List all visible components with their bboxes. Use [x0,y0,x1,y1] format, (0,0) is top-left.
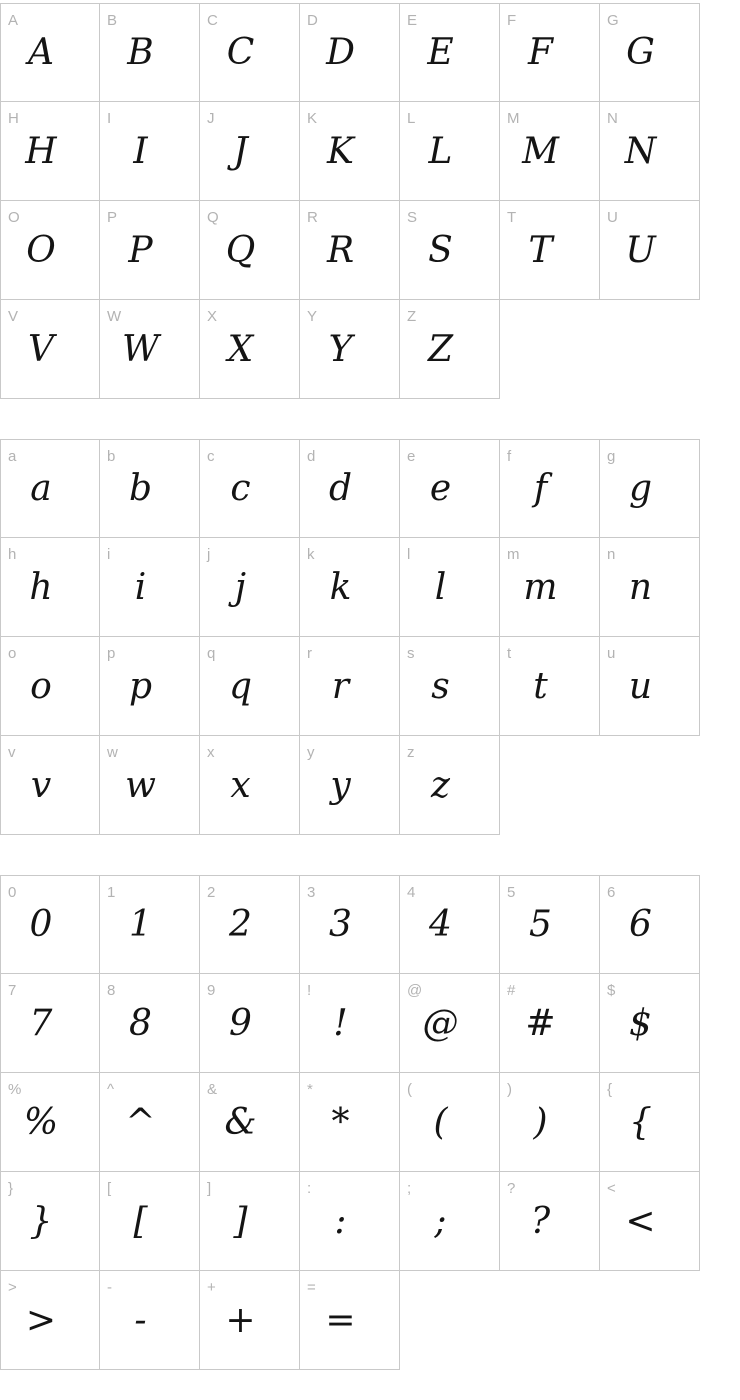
glyph-cell [100,637,200,736]
cell-glyph: > [25,1299,57,1341]
cell-glyph: 5 [529,904,552,945]
cell-glyph: I [133,130,148,172]
cell-glyph: g [628,468,653,509]
cell-label: c [207,448,215,465]
glyph-cell [600,201,700,300]
cell-glyph: { [629,1101,652,1143]
glyph-cell [300,1271,400,1370]
cell-glyph: M [522,130,559,172]
cell-label: Y [307,308,318,325]
cell-label: E [407,12,418,29]
cell-label: < [607,1180,616,1197]
cell-glyph: N [624,130,657,172]
cell-label: 1 [107,884,116,901]
cell-glyph: Y [328,328,353,370]
glyph-cell [0,1271,100,1370]
glyph-cell [200,300,300,399]
cell-glyph: B [127,32,154,73]
glyph-cell [600,3,700,102]
glyph-cell [200,439,300,538]
glyph-cell [100,1172,200,1271]
cell-glyph: } [29,1200,53,1242]
cell-label: u [607,645,616,662]
cell-glyph: t [533,665,548,707]
cell-glyph: n [628,566,653,608]
cell-label: M [507,110,520,127]
cell-glyph: * [331,1101,350,1143]
glyph-grid-uppercase-letters [0,3,701,399]
cell-label: 7 [8,982,17,999]
cell-glyph: c [230,468,251,509]
cell-glyph: ) [533,1101,548,1143]
glyph-row [0,1172,701,1271]
glyph-cell [200,875,300,974]
cell-label: k [307,546,315,563]
glyph-cell [600,1073,700,1172]
cell-glyph: O [26,229,56,271]
cell-glyph: x [230,764,251,806]
cell-label: r [307,645,312,662]
cell-glyph: K [327,130,354,172]
cell-glyph: X [227,328,254,370]
glyph-row [0,875,701,974]
cell-label: ; [407,1180,412,1197]
glyph-cell [0,1172,100,1271]
cell-glyph: ; [434,1200,447,1242]
glyph-row [0,974,701,1073]
glyph-cell [400,439,500,538]
glyph-cell [400,875,500,974]
cell-glyph: 2 [229,904,252,945]
cell-label: I [107,110,112,127]
glyph-cell [100,439,200,538]
glyph-grid-digits-and-symbols [0,875,701,1370]
cell-glyph: k [329,566,352,608]
cell-label: T [507,209,517,226]
cell-glyph: W [121,328,159,370]
glyph-cell [500,3,600,102]
glyph-cell [200,3,300,102]
glyph-cell [100,736,200,835]
cell-label: # [507,982,516,999]
glyph-cell [100,201,200,300]
glyph-cell [600,538,700,637]
glyph-row [0,1271,701,1370]
glyph-cell [500,637,600,736]
cell-label: & [207,1081,218,1098]
cell-label: A [8,12,19,29]
glyph-cell [0,439,100,538]
cell-glyph: ] [233,1200,248,1242]
cell-glyph: = [325,1299,356,1341]
glyph-cell [500,439,600,538]
glyph-cell [200,538,300,637]
cell-label: U [607,209,618,226]
cell-label: ^ [107,1081,115,1098]
glyph-cell [200,1271,300,1370]
cell-glyph: y [330,764,351,806]
glyph-cell [200,637,300,736]
cell-label: + [207,1279,216,1296]
glyph-cell [300,1073,400,1172]
cell-glyph: < [625,1200,656,1242]
glyph-cell [500,538,600,637]
cell-label: P [107,209,118,226]
glyph-cell [100,1271,200,1370]
cell-glyph: D [326,32,355,73]
glyph-grid-lowercase-letters [0,439,701,835]
cell-label: f [507,448,512,465]
cell-label: Q [207,209,219,226]
cell-label: ? [507,1180,516,1197]
glyph-cell [0,875,100,974]
cell-glyph: [ [133,1200,148,1242]
cell-glyph: G [626,32,655,73]
cell-label: a [8,448,17,465]
glyph-cell [200,736,300,835]
glyph-row [0,439,701,538]
glyph-row [0,736,701,835]
glyph-row [0,300,701,399]
cell-glyph: ! [333,1002,348,1044]
glyph-cell [500,875,600,974]
glyph-cell [400,637,500,736]
glyph-row [0,102,701,201]
cell-glyph: v [30,764,52,806]
glyph-cell [600,439,700,538]
cell-label: V [8,308,19,325]
cell-glyph: 6 [629,904,652,945]
glyph-cell [400,736,500,835]
cell-glyph: i [134,566,147,608]
cell-label: W [107,308,122,325]
cell-glyph: 0 [29,904,53,945]
cell-label: 5 [507,884,516,901]
cell-glyph: ^ [125,1101,156,1143]
cell-label: w [107,744,118,761]
cell-glyph: l [434,566,447,608]
cell-label: 2 [207,884,216,901]
cell-glyph: R [326,229,355,271]
glyph-cell [600,974,700,1073]
cell-glyph: r [331,665,350,707]
glyph-cell [200,201,300,300]
cell-label: 8 [107,982,116,999]
glyph-cell [600,1172,700,1271]
cell-glyph: 9 [229,1002,252,1044]
glyph-cell [400,1073,500,1172]
glyph-cell [100,3,200,102]
cell-glyph: u [628,665,653,707]
glyph-cell [300,102,400,201]
cell-glyph: f [533,468,548,509]
cell-label: J [207,110,215,127]
cell-label: 3 [307,884,316,901]
cell-label: j [207,546,211,563]
glyph-cell [0,3,100,102]
glyph-cell [300,974,400,1073]
cell-label: K [307,110,318,127]
cell-label: ! [307,982,312,999]
cell-label: O [8,209,20,226]
cell-glyph: H [25,130,57,172]
cell-glyph: Z [427,328,453,370]
glyph-cell [0,201,100,300]
glyph-cell [100,300,200,399]
cell-label: h [8,546,17,563]
glyph-cell [100,974,200,1073]
cell-label: 9 [207,982,216,999]
cell-label: % [8,1081,22,1098]
cell-glyph: # [525,1002,556,1044]
glyph-cell [200,102,300,201]
cell-label: F [507,12,517,29]
cell-glyph: S [428,229,453,271]
cell-glyph: ? [530,1200,551,1242]
cell-label: X [207,308,218,325]
glyph-cell [0,1073,100,1172]
cell-label: * [307,1081,313,1098]
glyph-cell [200,974,300,1073]
cell-label: t [507,645,512,662]
cell-label: N [607,110,618,127]
cell-glyph: s [431,665,450,707]
glyph-cell [200,1172,300,1271]
cell-glyph: L [428,130,453,172]
cell-label: Z [407,308,417,325]
cell-label: e [407,448,416,465]
glyph-cell [500,974,600,1073]
cell-glyph: P [128,229,153,271]
cell-label: 6 [607,884,616,901]
cell-glyph: & [224,1101,257,1143]
cell-glyph: Q [225,229,256,271]
cell-label: ] [207,1180,212,1197]
cell-glyph: T [528,229,553,271]
cell-label: S [407,209,418,226]
cell-glyph: C [226,32,255,73]
cell-label: : [307,1180,312,1197]
cell-label: { [607,1081,613,1098]
cell-glyph: w [125,764,156,806]
cell-glyph: a [30,468,52,509]
cell-glyph: q [228,665,253,707]
cell-label: d [307,448,316,465]
cell-glyph: A [28,32,54,73]
cell-glyph: J [233,130,248,172]
cell-label: } [8,1180,14,1197]
cell-label: l [407,546,411,563]
glyph-cell [0,974,100,1073]
cell-glyph: V [28,328,54,370]
cell-glyph: 7 [29,1002,53,1044]
cell-glyph: h [29,566,53,608]
cell-glyph: d [328,468,353,509]
cell-label: R [307,209,318,226]
glyph-cell [300,3,400,102]
glyph-row [0,538,701,637]
glyph-cell [300,201,400,300]
cell-glyph: 8 [129,1002,152,1044]
glyph-cell [100,875,200,974]
glyph-cell [600,875,700,974]
cell-glyph: ( [433,1101,448,1143]
glyph-cell [0,736,100,835]
glyph-cell [500,201,600,300]
cell-glyph: @ [422,1002,459,1044]
cell-label: = [307,1279,316,1296]
cell-label: L [407,110,416,127]
cell-glyph: : [334,1200,347,1242]
glyph-cell [300,875,400,974]
cell-glyph: $ [629,1002,652,1044]
cell-glyph: z [431,764,450,806]
cell-glyph: e [429,468,452,509]
cell-label: m [507,546,520,563]
cell-label: B [107,12,118,29]
cell-label: z [407,744,415,761]
cell-label: 0 [8,884,17,901]
glyph-cell [500,1073,600,1172]
glyph-cell [400,538,500,637]
cell-glyph: b [128,468,153,509]
glyph-cell [0,300,100,399]
cell-glyph: p [128,665,153,707]
glyph-cell [500,102,600,201]
glyph-cell [600,637,700,736]
glyph-cell [100,102,200,201]
glyph-cell [300,300,400,399]
cell-label: > [8,1279,17,1296]
cell-label: [ [107,1180,112,1197]
cell-glyph: F [528,32,553,73]
cell-label: - [107,1279,112,1296]
glyph-cell [500,1172,600,1271]
cell-label: v [8,744,16,761]
cell-glyph: m [523,566,558,608]
cell-glyph: 1 [129,904,152,945]
glyph-row [0,1073,701,1172]
glyph-cell [400,1172,500,1271]
cell-glyph: j [234,566,247,608]
glyph-cell [0,538,100,637]
cell-glyph: o [30,665,52,707]
cell-glyph: + [225,1299,256,1341]
glyph-row [0,3,701,102]
cell-label: g [607,448,616,465]
glyph-cell [400,974,500,1073]
glyph-cell [0,637,100,736]
glyph-cell [100,538,200,637]
cell-label: o [8,645,17,662]
cell-label: ( [407,1081,412,1098]
cell-label: G [607,12,619,29]
cell-label: n [607,546,616,563]
glyph-cell [300,637,400,736]
cell-label: b [107,448,116,465]
glyph-cell [300,538,400,637]
glyph-cell [400,3,500,102]
cell-label: H [8,110,19,127]
cell-label: p [107,645,116,662]
cell-label: x [207,744,215,761]
cell-label: D [307,12,318,29]
cell-label: C [207,12,218,29]
cell-label: i [107,546,111,563]
cell-label: ) [507,1081,512,1098]
glyph-cell [100,1073,200,1172]
cell-label: s [407,645,415,662]
cell-glyph: - [134,1299,147,1341]
glyph-cell [300,736,400,835]
glyph-cell [300,1172,400,1271]
cell-label: @ [407,982,423,999]
cell-glyph: E [427,32,454,73]
cell-glyph: % [23,1101,59,1143]
glyph-cell [400,102,500,201]
cell-label: 4 [407,884,416,901]
glyph-cell [0,102,100,201]
glyph-cell [400,201,500,300]
glyph-cell [400,300,500,399]
glyph-cell [300,439,400,538]
cell-glyph: U [625,229,656,271]
cell-label: q [207,645,216,662]
glyph-row [0,637,701,736]
cell-glyph: 4 [429,904,452,945]
cell-label: y [307,744,315,761]
glyph-row [0,201,701,300]
cell-label: $ [607,982,616,999]
cell-glyph: 3 [329,904,352,945]
glyph-cell [200,1073,300,1172]
glyph-cell [600,102,700,201]
